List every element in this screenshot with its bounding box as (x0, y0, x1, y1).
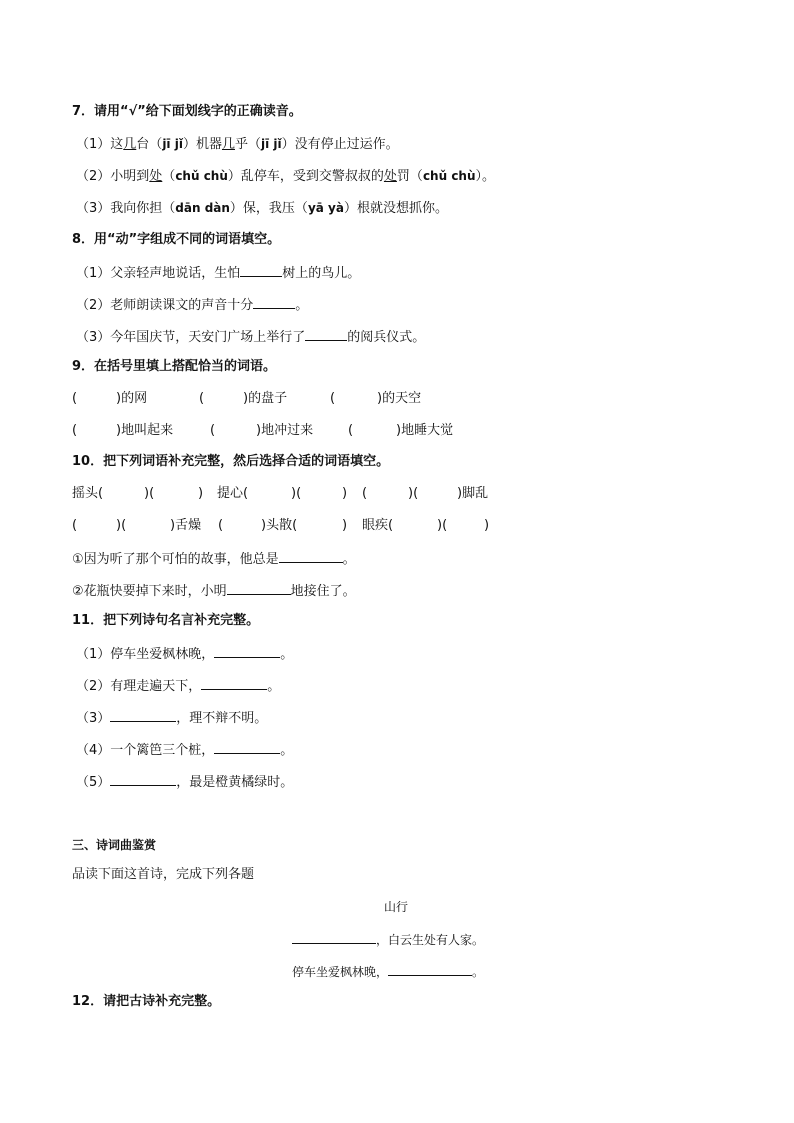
idiom-part[interactable]: ( (362, 486, 368, 501)
paren-open[interactable]: ( (199, 391, 205, 406)
answer-blank[interactable] (201, 676, 267, 690)
section-3-intro: 品读下面这首诗，完成下列各题 (72, 867, 255, 882)
phrase-cell: )地叫起来 (116, 423, 174, 438)
idiom-part: ) (342, 486, 348, 501)
question-8-item-3: （3）今年国庆节，天安门广场上举行了 的阅兵仪式。 (76, 327, 425, 347)
underlined-char: 几 (221, 137, 235, 152)
phrase-cell: )地冲过来 (256, 423, 314, 438)
answer-blank[interactable] (214, 644, 280, 658)
answer-blank[interactable] (388, 962, 472, 976)
answer-blank[interactable] (279, 549, 343, 563)
phrase-cell: )地睡大觉 (396, 423, 454, 438)
question-11-item-3: （3） ，理不辩不明。 (76, 708, 267, 728)
question-10-sentence-1: ①因为听了那个可怕的故事，他总是 。 (72, 549, 356, 569)
answer-blank[interactable] (305, 327, 347, 341)
answer-blank[interactable] (110, 772, 176, 786)
answer-blank[interactable] (227, 581, 291, 595)
question-11-title: 11．把下列诗句名言补充完整。 (72, 613, 260, 628)
idiom-part[interactable]: ( (72, 518, 78, 533)
underlined-char: 处 (383, 169, 397, 184)
phrase-cell: )的天空 (377, 391, 422, 406)
pinyin-option[interactable]: jī jǐ (162, 137, 183, 151)
question-10-row-2 (72, 517, 632, 535)
idiom-part[interactable]: )( (291, 486, 302, 501)
pinyin-option[interactable]: yā yà (307, 201, 344, 215)
underlined-char: 处 (149, 169, 163, 184)
idiom-part: ) (342, 518, 348, 533)
paren-open[interactable]: ( (330, 391, 336, 406)
paren-open[interactable]: ( (348, 423, 354, 438)
pinyin-option[interactable]: chǔ chù (175, 169, 228, 183)
idiom-part: )脚乱 (457, 486, 489, 501)
pinyin-option[interactable]: chǔ chù (422, 169, 476, 183)
section-3-title: 三、诗词曲鉴赏 (72, 838, 157, 852)
phrase-cell: )的网 (116, 391, 148, 406)
pinyin-option[interactable]: jī jǐ (261, 137, 282, 151)
question-10-title: 10．把下列词语补充完整，然后选择合适的词语填空。 (72, 454, 390, 469)
idiom-part[interactable]: 眼疾( (362, 518, 394, 533)
question-9-title: 9．在括号里填上搭配恰当的词语。 (72, 359, 277, 374)
answer-blank[interactable] (110, 708, 176, 722)
question-11-item-4: （4）一个篱笆三个桩， 。 (76, 740, 293, 760)
answer-blank[interactable] (292, 930, 376, 944)
question-8-title: 8．用“动”字组成不同的词语填空。 (72, 232, 281, 247)
poem-title: 山行 (384, 900, 409, 914)
idiom-part: ) (198, 486, 204, 501)
answer-blank[interactable] (253, 295, 295, 309)
idiom-part[interactable]: ( (218, 518, 224, 533)
paren-open[interactable]: ( (72, 391, 78, 406)
question-8-item-1: （1）父亲轻声地说话，生怕 树上的鸟儿。 (76, 263, 360, 283)
idiom-part[interactable]: )头散( (261, 518, 298, 533)
poem-line-1: ，白云生处有人家。 (292, 930, 484, 949)
phrase-cell: )的盘子 (243, 391, 288, 406)
question-9-row-2 (72, 422, 632, 440)
paren-open[interactable]: ( (210, 423, 216, 438)
question-10-sentence-2: ②花瓶快要掉下来时，小明 地接住了。 (72, 581, 356, 601)
answer-blank[interactable] (240, 263, 282, 277)
question-7-item-1: （1）这几台（jī jǐ）机器几乎（jī jǐ）没有停止过运作。 (76, 137, 399, 152)
idiom-part[interactable]: 提心( (217, 486, 249, 501)
question-9-row-1 (72, 390, 632, 408)
idiom-part[interactable]: )( (437, 518, 448, 533)
question-7-title: 7．请用“√”给下面划线字的正确读音。 (72, 104, 302, 119)
underlined-char: 几 (123, 137, 137, 152)
poem-line-2: 停车坐爱枫林晚， 。 (292, 962, 484, 981)
pinyin-option[interactable]: dān dàn (175, 201, 230, 215)
question-12-title: 12．请把古诗补充完整。 (72, 994, 221, 1009)
paren-open[interactable]: ( (72, 423, 78, 438)
question-11-item-5: （5） ，最是橙黄橘绿时。 (76, 772, 293, 792)
question-11-item-1: （1）停车坐爱枫林晚， 。 (76, 644, 293, 664)
idiom-part[interactable]: )( (116, 518, 127, 533)
idiom-part[interactable]: 摇头( (72, 486, 104, 501)
idiom-part: ) (484, 518, 490, 533)
answer-blank[interactable] (214, 740, 280, 754)
question-10-row-1 (72, 485, 632, 503)
question-8-item-2: （2）老师朗读课文的声音十分 。 (76, 295, 308, 315)
idiom-part[interactable]: )( (144, 486, 155, 501)
question-11-item-2: （2）有理走遍天下， 。 (76, 676, 280, 696)
idiom-part[interactable]: )( (408, 486, 419, 501)
question-7-item-3: （3）我向你担（dān dàn）保，我压（yā yà）根就没想抓你。 (76, 201, 448, 216)
idiom-part: )舌燥 (170, 518, 202, 533)
question-7-item-2: （2）小明到处（chǔ chù）乱停车，受到交警叔叔的处罚（chǔ chù）。 (76, 169, 496, 184)
